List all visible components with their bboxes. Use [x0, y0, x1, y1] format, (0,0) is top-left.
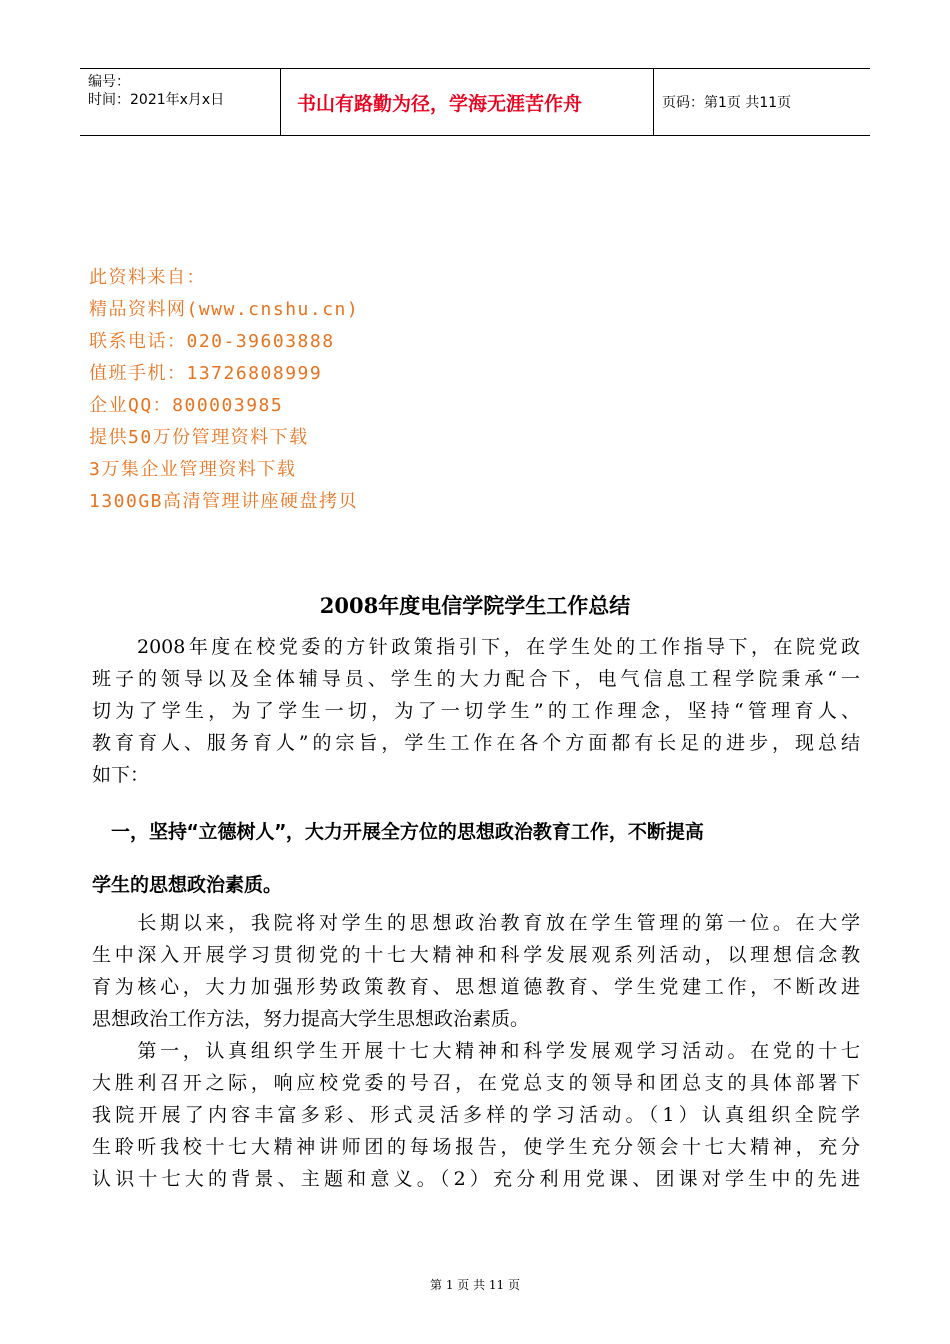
header-table — [80, 68, 870, 136]
paragraph-line: 如下： — [92, 764, 150, 786]
source-line: 值班手机：13726808999 — [89, 363, 323, 384]
paragraph-line: 认识十七大的背景、主题和意义。（2）充分利用党课、团课对学生中的先进 — [92, 1168, 860, 1190]
body-paragraph-1 — [92, 907, 860, 1035]
source-line: 企业QQ：800003985 — [89, 395, 284, 416]
motto-text: 书山有路勤为径，学海无涯苦作舟 — [297, 92, 583, 115]
paragraph-line: 第一，认真组织学生开展十七大精神和科学发展观学习活动。在党的十七 — [92, 1040, 860, 1062]
body-paragraph-2 — [92, 1035, 860, 1195]
paragraph-line: 大胜利召开之际，响应校党委的号召，在党总支的领导和团总支的具体部署下 — [92, 1072, 860, 1094]
source-line: 1300GB高清管理讲座硬盘拷贝 — [89, 491, 359, 512]
source-info-block — [89, 262, 359, 518]
source-line: 精品资料网(www.cnshu.cn) — [89, 299, 360, 320]
paragraph-line: 育为核心，大力加强形势政策教育、思想道德教育、学生党建工作，不断改进 — [92, 976, 860, 998]
page-footer: 第 1 页 共 11 页 — [430, 1278, 520, 1292]
source-line: 联系电话：020-39603888 — [89, 331, 335, 352]
paragraph-line: 班子的领导以及全体辅导员、学生的大力配合下，电气信息工程学院秉承“一 — [92, 668, 860, 690]
header-page-cell — [654, 69, 870, 135]
paragraph-line: 2008年度在校党委的方针政策指引下，在学生处的工作指导下，在院党政 — [92, 636, 860, 658]
section-heading-line-1: 一，坚持“立德树人”，大力开展全方位的思想政治教育工作，不断提高 — [92, 821, 704, 843]
date-label: 时间：2021年x月x日 — [88, 92, 225, 108]
source-line: 此资料来自： — [89, 267, 206, 288]
paragraph-line: 生中深入开展学习贯彻党的十七大精神和科学发展观系列活动，以理想信念教 — [92, 944, 860, 966]
paragraph-line: 切为了学生，为了学生一切，为了一切学生”的工作理念，坚持“管理育人、 — [92, 700, 860, 722]
paragraph-line: 思想政治工作方法，努力提高大学生思想政治素质。 — [92, 1008, 530, 1030]
intro-paragraph — [92, 631, 860, 791]
header-motto-cell — [281, 69, 654, 135]
header-meta-cell — [80, 69, 281, 135]
document-title: 2008年度电信学院学生工作总结 — [319, 593, 631, 618]
source-line: 3万集企业管理资料下载 — [89, 459, 297, 480]
page-info: 页码：第1页 共11页 — [662, 95, 792, 111]
paragraph-line: 教育育人、服务育人”的宗旨，学生工作在各个方面都有长足的进步，现总结 — [92, 732, 860, 754]
paragraph-line: 生聆听我校十七大精神讲师团的每场报告，使学生充分领会十七大精神，充分 — [92, 1136, 860, 1158]
source-line: 提供50万份管理资料下载 — [89, 427, 309, 448]
paragraph-line: 长期以来，我院将对学生的思想政治教育放在学生管理的第一位。在大学 — [92, 912, 860, 934]
number-label: 编号： — [88, 74, 130, 90]
paragraph-line: 我院开展了内容丰富多彩、形式灵活多样的学习活动。（1）认真组织全院学 — [92, 1104, 860, 1126]
section-heading-line-2: 学生的思想政治素质。 — [92, 874, 283, 896]
